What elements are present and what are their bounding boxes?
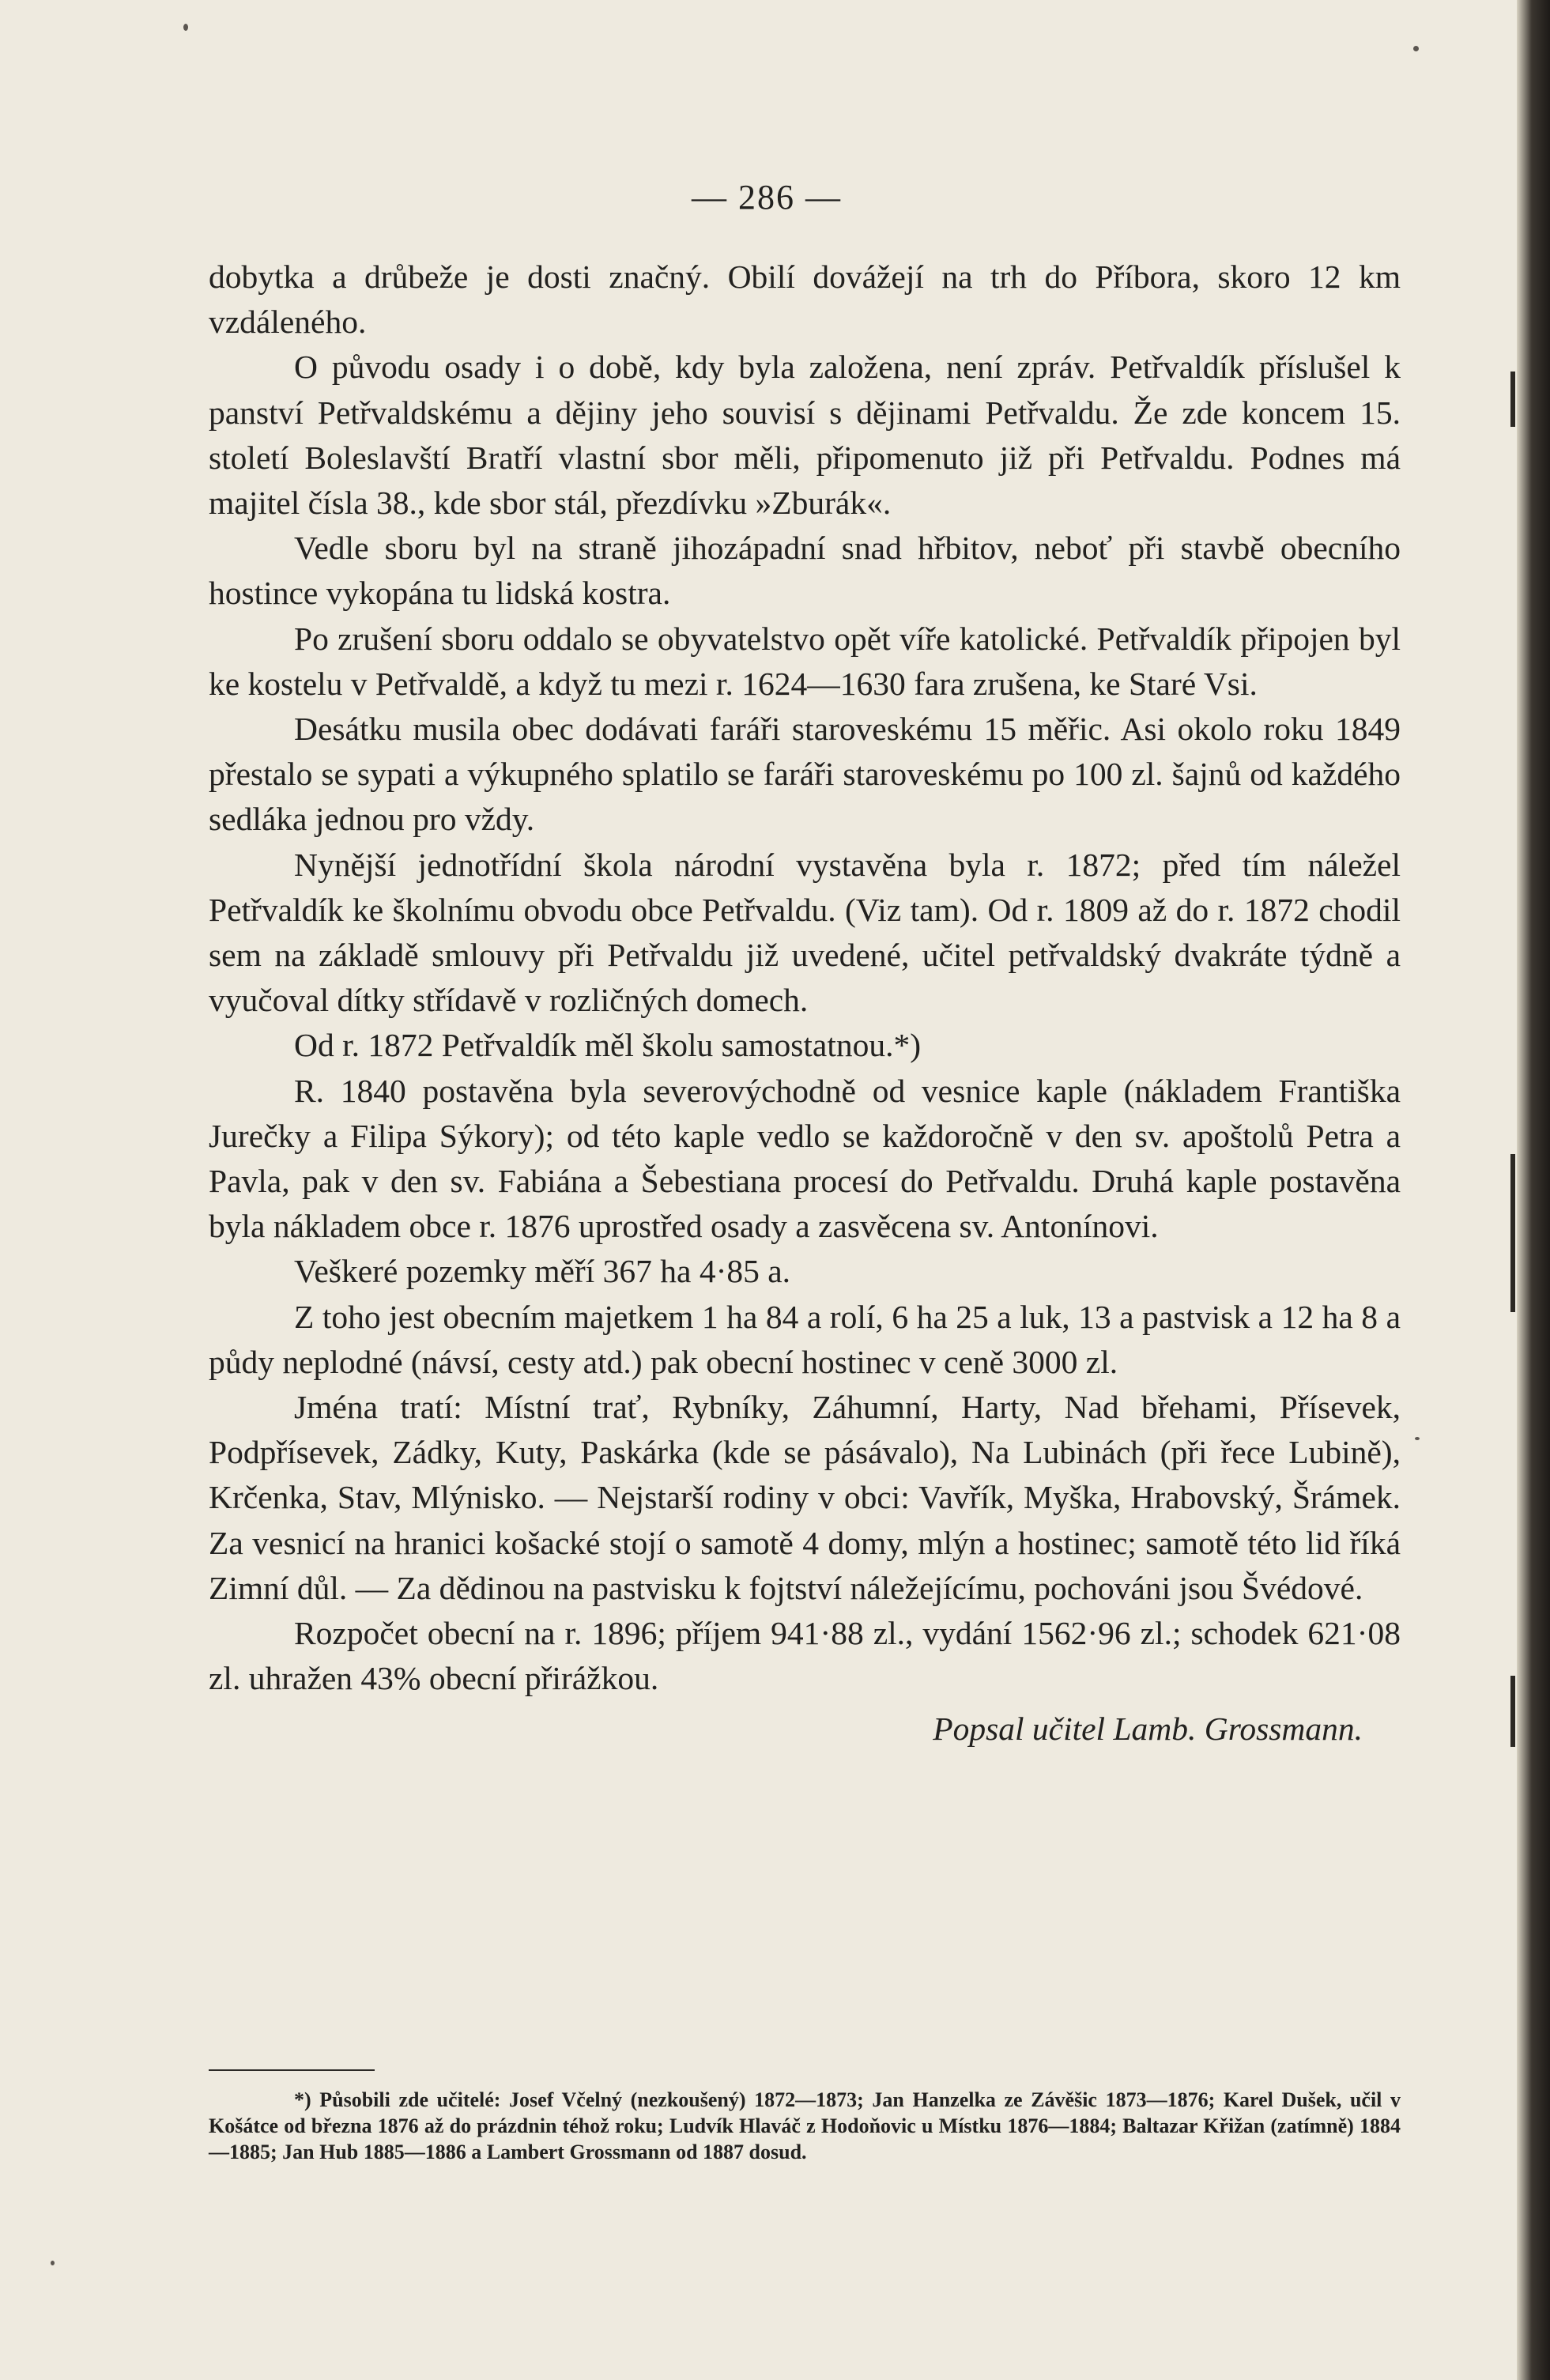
paragraph-3: Vedle sboru byl na straně jihozápadní snad hřbitov, neboť při stavbě obecního hostince vykopána tu lidská kostra. [209, 530, 1401, 612]
paragraph-5: Desátku musila obec dodávati faráři staroveskému 15 měřic. Asi okolo roku 1849 přestalo se sypati a výkupného splatilo se faráři staroveskému po 100 zl. šajnů od každého sedláka jednou pro vždy. [209, 711, 1401, 838]
paper-speck [51, 2261, 55, 2265]
page-number: — 286 — [692, 178, 842, 217]
paper-speck [1415, 1437, 1420, 1440]
paragraph-10: Z toho jest obecním majetkem 1 ha 84 a rolí, 6 ha 25 a luk, 13 a pastvisk a 12 ha 8 a půdy neplodné (návsí, cesty atd.) pak obecní hostinec v ceně 3000 zl. [209, 1298, 1401, 1380]
book-spine-edge [1517, 0, 1550, 2380]
paragraph-9: Veškeré pozemky měří 367 ha 4·85 a. [294, 1253, 791, 1290]
paragraph-8: R. 1840 postavěna byla severovýchodně od vesnice kaple (nákladem Františka Jurečky a Filipa Sýkory); od této kaple vedlo se každoročně v den sv. apoštolů Petra a Pavla, pak v den sv. Fabiána a Šebestiana procesí do Petřvaldu. Druhá kaple postavěna byla nákladem obce r. 1876 uprostřed osady a zasvěcena sv. Antonínovi. [209, 1072, 1401, 1245]
paragraph-6: Nynější jednotřídní škola národní vystavěna byla r. 1872; před tím náležel Petřvaldík ke školnímu obvodu obce Petřvaldu. (Viz tam). Od r. 1809 až do r. 1872 chodil sem na základě smlouvy při Petřvaldu již uvedené, učitel petřvaldský dvakráte týdně a vyučoval dítky střídavě v rozličných domech. [209, 846, 1401, 1019]
footnote: *) Působili zde učitelé: Josef Včelný (nezkoušený) 1872—1873; Jan Hanzelka ze Závěšic 1873—1876; Karel Dušek, učil v Košátce od března 1876 až do prázdnin téhož roku; Ludvík Hlaváč z Hodoňovic u Místku 1876—1884; Baltazar Křižan (zatímně) 1884—1885; Jan Hub 1885—1886 a Lambert Grossmann od 1887 dosud. [209, 2088, 1401, 2163]
paragraph-2: O původu osady i o době, kdy byla založena, není zpráv. Petřvaldík příslušel k panství Petřvaldskému a dějiny jeho souvisí s dějinami Petřvaldu. Že zde koncem 15. století Boleslavští Bratří vlastní sbor měli, připomenuto již při Petřvaldu. Podnes má majitel čísla 38., kde sbor stál, přezdívku »Zburák«. [209, 349, 1401, 522]
body-text [209, 255, 1401, 1752]
paper-speck [183, 24, 188, 31]
page-edge-mark [1510, 1154, 1515, 1312]
paragraph-1: dobytka a drůbeže je dosti značný. Obilí dovážejí na trh do Příbora, skoro 12 km vzdáleného. [209, 258, 1401, 341]
paper-speck [1413, 46, 1419, 51]
paragraph-12: Rozpočet obecní na r. 1896; příjem 941·88 zl., vydání 1562·96 zl.; schodek 621·08 zl. uhražen 43% obecní přirážkou. [209, 1615, 1401, 1697]
page-edge-mark [1510, 372, 1515, 427]
footnote-divider [209, 2069, 375, 2071]
author-signature: Popsal učitel Lamb. Grossmann. [933, 1710, 1363, 1747]
page-edge-mark [1510, 1676, 1515, 1747]
paragraph-4: Po zrušení sboru oddalo se obyvatelstvo opět víře katolické. Petřvaldík připojen byl ke kostelu v Petřvaldě, a když tu mezi r. 1624—1630 fara zrušena, ke Staré Vsi. [209, 620, 1401, 702]
paragraph-11: Jména tratí: Místní trať, Rybníky, Záhumní, Harty, Nad břehami, Přísevek, Podpřísevek, Zádky, Kuty, Paskárka (kde se pásávalo), Na Lubinách (při řece Lubině), Krčenka, Stav, Mlýnisko. — Nejstarší rodiny v obci: Vavřík, Myška, Hrabovský, Šrámek. Za vesnicí na hranici košacké stojí o samotě 4 domy, mlýn a hostinec; samotě této lid říká Zimní důl. — Za dědinou na pastvisku k fojtství náležejícímu, pochováni jsou Švédové. [209, 1389, 1401, 1606]
paragraph-7: Od r. 1872 Petřvaldík měl školu samostatnou.*) [294, 1027, 922, 1064]
